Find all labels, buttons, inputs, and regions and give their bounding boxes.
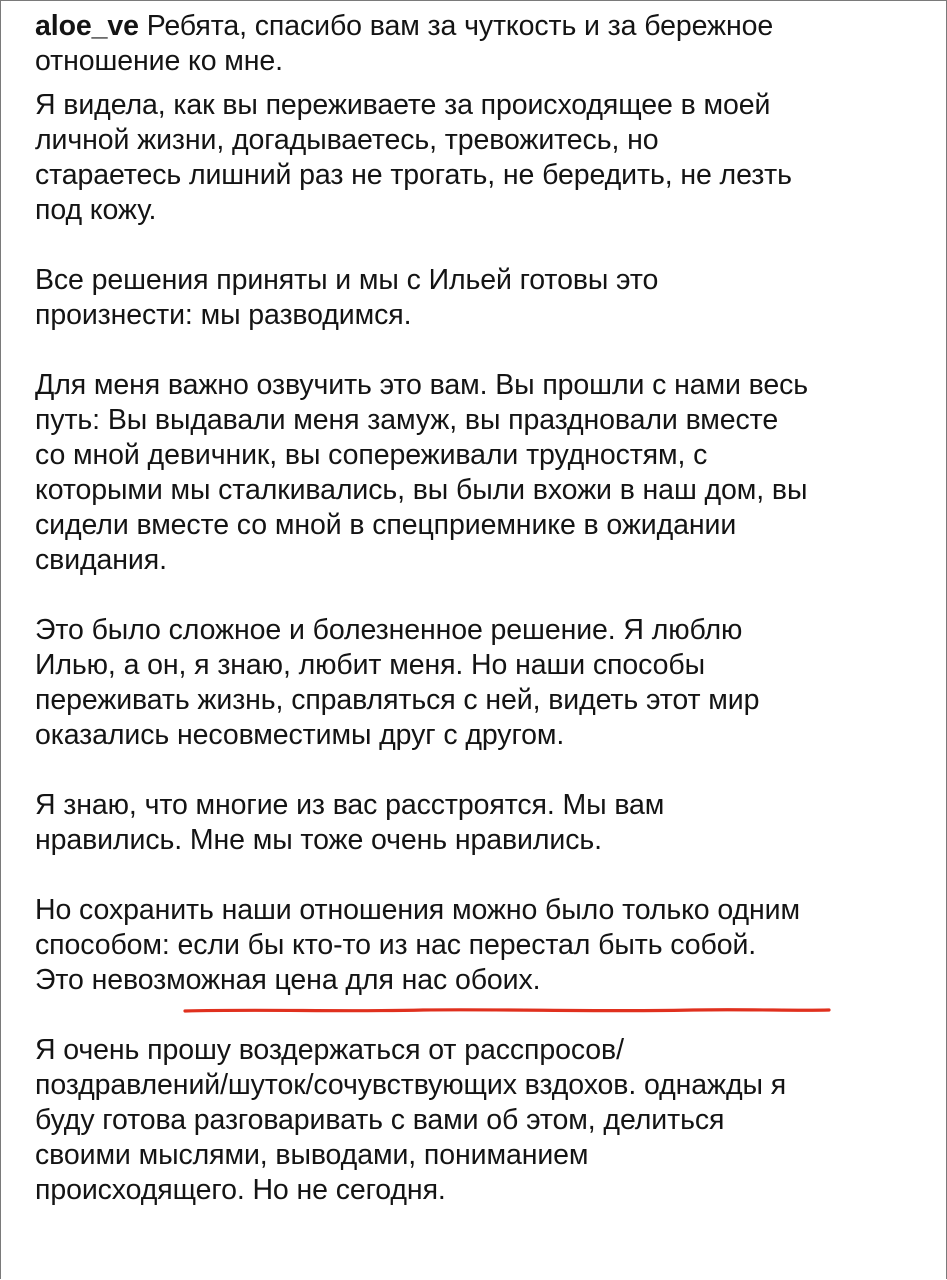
caption-line: отношение ко мне.: [35, 45, 283, 77]
caption-line: Это было сложное и болезненное решение. Я люблю: [35, 614, 743, 646]
caption-line: стараетесь лишний раз не трогать, не бередить, не лезть: [35, 159, 792, 191]
caption-line: буду готова разговаривать с вами об этом, делиться: [35, 1104, 725, 1136]
caption-line: произнести: мы разводимся.: [35, 299, 412, 331]
caption-line: Это невозможная цена для нас обоих.: [35, 964, 541, 996]
caption-line: которыми мы сталкивались, вы были вхожи в наш дом, вы: [35, 474, 808, 506]
caption-line: личной жизни, догадываетесь, тревожитесь, но: [35, 124, 659, 156]
caption-line: сидели вместе со мной в спецприемнике в ожидании: [35, 509, 737, 541]
caption-line: Я знаю, что многие из вас расстроятся. Мы вам: [35, 789, 665, 821]
caption-line: поздравлений/шуток/сочувствующих вздохов. однажды я: [35, 1069, 787, 1101]
caption-line: путь: Вы выдавали меня замуж, вы праздновали вместе: [35, 404, 779, 436]
post-caption: [35, 9, 915, 1208]
username-link[interactable]: aloe_ve: [35, 10, 139, 42]
caption-line: Для меня важно озвучить это вам. Вы прошли с нами весь: [35, 369, 808, 401]
caption-line: Но сохранить наши отношения можно было только одним: [35, 894, 800, 926]
caption-line: под кожу.: [35, 194, 157, 226]
caption-line: Я очень прошу воздержаться от расспросов/: [35, 1034, 624, 1066]
caption-line: происходящего. Но не сегодня.: [35, 1174, 446, 1206]
caption-line: оказались несовместимы друг с другом.: [35, 719, 565, 751]
caption-line: Я видела, как вы переживаете за происходящее в моей: [35, 89, 771, 121]
caption-line-underlined: способом: если бы кто-то из нас перестал быть собой.: [35, 929, 757, 961]
caption-line: [35, 9, 915, 44]
caption-text: Ребята, спасибо вам за чуткость и за бережное: [146, 10, 774, 42]
caption-line: со мной девичник, вы сопереживали трудностям, с: [35, 439, 708, 471]
caption-line: переживать жизнь, справляться с ней, видеть этот мир: [35, 684, 760, 716]
caption-line: свидания.: [35, 544, 167, 576]
caption-line: нравились. Мне мы тоже очень нравились.: [35, 824, 602, 856]
caption-line: своими мыслями, выводами, пониманием: [35, 1139, 589, 1171]
caption-line: Все решения приняты и мы с Ильей готовы это: [35, 264, 659, 296]
caption-line: Илью, а он, я знаю, любит меня. Но наши способы: [35, 649, 705, 681]
